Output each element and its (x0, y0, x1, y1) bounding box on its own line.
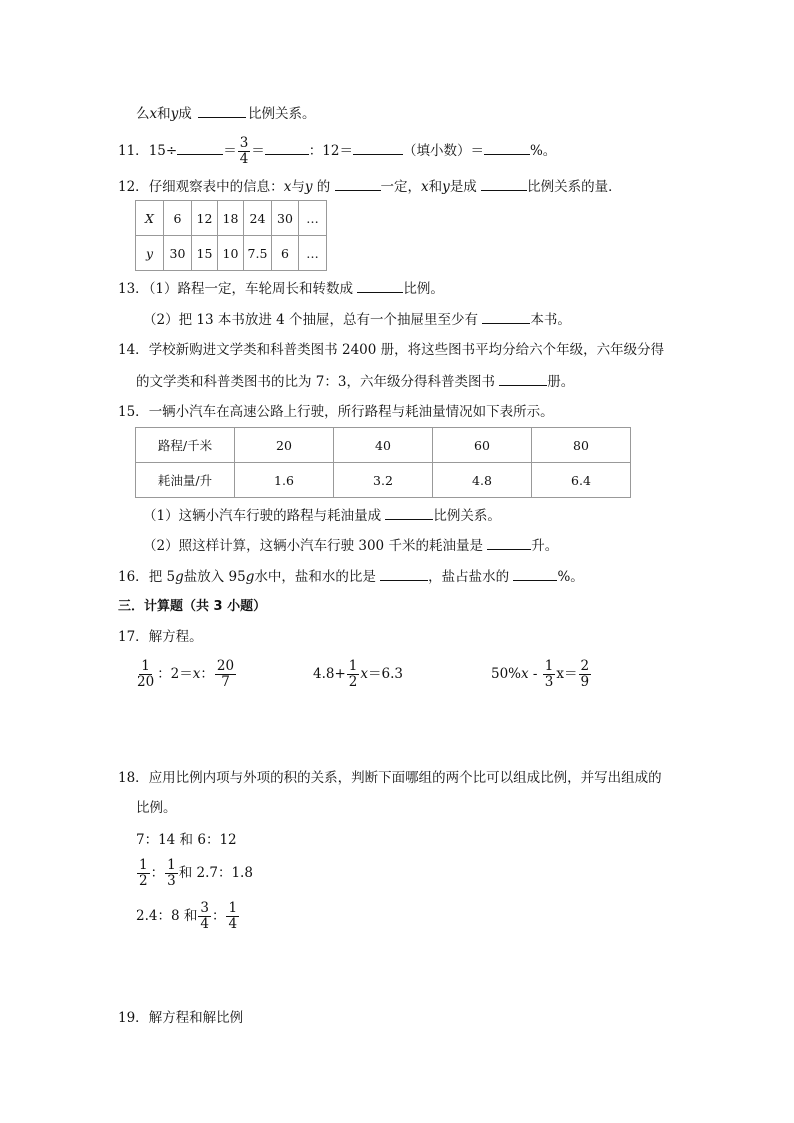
text: 升。 (531, 538, 559, 554)
numerator: 1 (139, 857, 148, 873)
text: 比例。 (403, 281, 444, 297)
text: 水中，盐和水的比是 (254, 569, 376, 585)
ratio-pair-3 (136, 898, 240, 934)
question-number: 14． (118, 342, 149, 358)
question-13-part2 (143, 311, 571, 328)
answer-blank[interactable] (198, 105, 246, 118)
table-cell: 20 (235, 428, 334, 463)
question-number: 12． (118, 179, 149, 195)
text: 么 (136, 106, 150, 122)
text: （1）路程一定，车轮周长和转数成 (148, 281, 354, 297)
ratio-pair-1: 7：14 和 6：12 (136, 832, 237, 848)
denominator: 4 (200, 916, 209, 932)
text: 盐放入 95 (183, 569, 246, 585)
text: 和 (428, 179, 443, 195)
fraction (226, 901, 239, 932)
answer-blank[interactable] (335, 178, 381, 191)
answer-blank[interactable] (487, 537, 531, 550)
numerator: 1 (228, 900, 238, 916)
denominator: 2 (348, 674, 358, 690)
var-y: y (170, 106, 179, 122)
ratio-pair-2 (136, 855, 253, 891)
var-x: x (521, 666, 529, 682)
text: ： (200, 666, 214, 682)
table-cell: 耗油量/升 (136, 463, 235, 498)
table-cell: 3.2 (334, 463, 433, 498)
question-number: 18． (118, 770, 149, 786)
table-cell: … (299, 236, 327, 271)
denominator: 9 (580, 674, 590, 690)
text: 册。 (547, 374, 575, 390)
numerator: 2 (580, 658, 590, 674)
table-cell: 15 (192, 236, 218, 271)
text: x＝ (556, 666, 578, 682)
table-row (136, 236, 327, 271)
var-x: x (360, 666, 368, 682)
table-cell: 6 (164, 201, 192, 236)
table-cell: 30 (164, 236, 192, 271)
answer-blank[interactable] (513, 568, 557, 581)
fraction (579, 659, 592, 690)
question-number: 19． (118, 1010, 149, 1026)
text: 与 (291, 179, 305, 195)
text: 2.4：8 和 (136, 908, 198, 924)
denominator: 3 (544, 674, 554, 690)
fraction (137, 858, 150, 889)
answer-blank[interactable] (177, 142, 223, 155)
question-12 (118, 178, 622, 195)
question-number: 17． (118, 629, 149, 645)
text: 应用比例内项与外项的积的关系，判断下面哪组的两个比可以组成比例，并写出组成的 (148, 770, 662, 786)
answer-blank[interactable] (380, 568, 428, 581)
table-cell: y (136, 236, 164, 271)
fraction (347, 659, 360, 690)
equation-2 (313, 656, 403, 692)
text: 解方程。 (148, 629, 203, 645)
table-cell: 6.4 (532, 463, 631, 498)
text: 仔细观察表中的信息： (148, 179, 284, 195)
var-x: x (283, 179, 292, 195)
text: ＝ (223, 143, 237, 159)
table-cell: … (299, 201, 327, 236)
table-cell: 6 (272, 236, 299, 271)
question-15 (118, 404, 554, 420)
answer-blank[interactable] (484, 142, 530, 155)
denominator: 3 (167, 873, 176, 889)
question-13-part1 (118, 280, 444, 297)
text: 一定， (380, 179, 422, 195)
text: ＝ (251, 143, 265, 159)
table-cell: 18 (218, 201, 244, 236)
question-19 (118, 1010, 243, 1026)
text: 学校新购进文学类和科普类图书 2400 册，将这些图书平均分给六个年级，六年级分得 (148, 342, 665, 358)
answer-blank[interactable] (357, 280, 403, 293)
text: ：2＝ (157, 666, 193, 682)
denominator: 20 (137, 674, 155, 690)
answer-blank[interactable] (385, 507, 433, 520)
text: 成 (178, 106, 192, 122)
table-cell: 80 (532, 428, 631, 463)
text: （2）照这样计算，这辆小汽车行驶 300 千米的耗油量是 (143, 538, 483, 554)
text: ： (150, 865, 165, 881)
xy-table (135, 200, 327, 271)
fraction (215, 659, 236, 690)
var-x: x (149, 106, 158, 122)
table-cell: X (136, 201, 164, 236)
text: 的文学类和科普类图书的比为 7：3，六年级分得科普类图书 (136, 374, 495, 390)
table-cell: 7.5 (244, 236, 272, 271)
question-14-line1 (118, 342, 664, 358)
text: %。 (529, 143, 557, 159)
text: ：12＝ (308, 143, 353, 159)
table-cell: 24 (244, 201, 272, 236)
question-11 (118, 134, 556, 168)
numerator: 1 (544, 658, 554, 674)
text: ，盐占盐水的 (428, 569, 510, 585)
text: 解方程和解比例 (148, 1010, 244, 1026)
text: ＝6.3 (368, 666, 403, 682)
table-row (136, 428, 631, 463)
table-row (136, 463, 631, 498)
text: ： (211, 908, 226, 924)
table-cell: 12 (192, 201, 218, 236)
text: （填小数）＝ (402, 143, 484, 159)
text: 和 (157, 106, 171, 122)
text: 和 2.7：1.8 (178, 865, 253, 881)
text: 把 5 (148, 569, 176, 585)
text: （2）把 13 本书放进 4 个抽屉，总有一个抽屉里至少有 (143, 312, 479, 328)
numerator: 20 (216, 658, 235, 674)
var-x: x (192, 666, 201, 682)
equation-3 (491, 656, 592, 692)
text: - (528, 666, 542, 682)
text: 的 (316, 179, 331, 195)
question-15-part1 (143, 507, 501, 524)
table-cell: 4.8 (433, 463, 532, 498)
text: 50% (491, 666, 522, 682)
var-y: y (442, 179, 450, 195)
numerator: 1 (141, 658, 150, 674)
fraction (543, 659, 556, 690)
question-number: 11． (118, 143, 149, 159)
numerator: 3 (239, 135, 249, 151)
denominator: 7 (221, 674, 230, 690)
table-cell: 10 (218, 236, 244, 271)
question-18-line1 (118, 770, 662, 786)
numerator: 1 (348, 658, 358, 674)
question-14-line2 (136, 373, 574, 390)
answer-blank[interactable] (499, 373, 547, 386)
fraction (238, 136, 251, 167)
unit-g: g (175, 569, 184, 585)
equation-1 (134, 656, 237, 692)
question-number: 16． (118, 569, 149, 585)
var-x: x (421, 179, 429, 195)
section-heading: 三．计算题（共 3 小题） (118, 599, 267, 614)
var-y: y (304, 179, 313, 195)
table-cell: 60 (433, 428, 532, 463)
answer-blank[interactable] (482, 311, 530, 324)
text: 比例关系。 (248, 106, 316, 122)
denominator: 4 (239, 151, 249, 167)
fuel-table (135, 427, 631, 498)
text: 15÷ (148, 143, 178, 159)
numerator: 3 (200, 900, 209, 916)
question-18-line2: 比例。 (136, 800, 177, 816)
text: 是成 (449, 179, 477, 195)
fraction (165, 858, 178, 889)
answer-blank[interactable] (481, 178, 527, 191)
table-cell: 30 (272, 201, 299, 236)
table-cell: 40 (334, 428, 433, 463)
text: 本书。 (530, 312, 571, 328)
table-row (136, 201, 327, 236)
numerator: 1 (167, 857, 176, 873)
denominator: 2 (139, 873, 148, 889)
question-17 (118, 629, 203, 645)
q10-continuation (136, 105, 316, 122)
text: 一辆小汽车在高速公路上行驶，所行路程与耗油量情况如下表所示。 (148, 404, 554, 420)
text: （1）这辆小汽车行驶的路程与耗油量成 (143, 508, 382, 524)
text: 比例关系的量． (527, 179, 622, 195)
text: 比例关系。 (433, 508, 501, 524)
unit-g: g (245, 569, 255, 585)
text: 4.8+ (313, 666, 346, 682)
answer-blank[interactable] (265, 142, 309, 155)
question-16 (118, 568, 584, 585)
table-cell: 路程/千米 (136, 428, 235, 463)
text: %。 (557, 569, 584, 585)
question-number: 13． (118, 281, 149, 297)
table-cell: 1.6 (235, 463, 334, 498)
fraction (198, 901, 211, 932)
question-15-part2 (143, 537, 558, 554)
answer-blank[interactable] (353, 142, 403, 155)
fraction (135, 659, 156, 690)
denominator: 4 (228, 916, 238, 932)
question-number: 15． (118, 404, 149, 420)
